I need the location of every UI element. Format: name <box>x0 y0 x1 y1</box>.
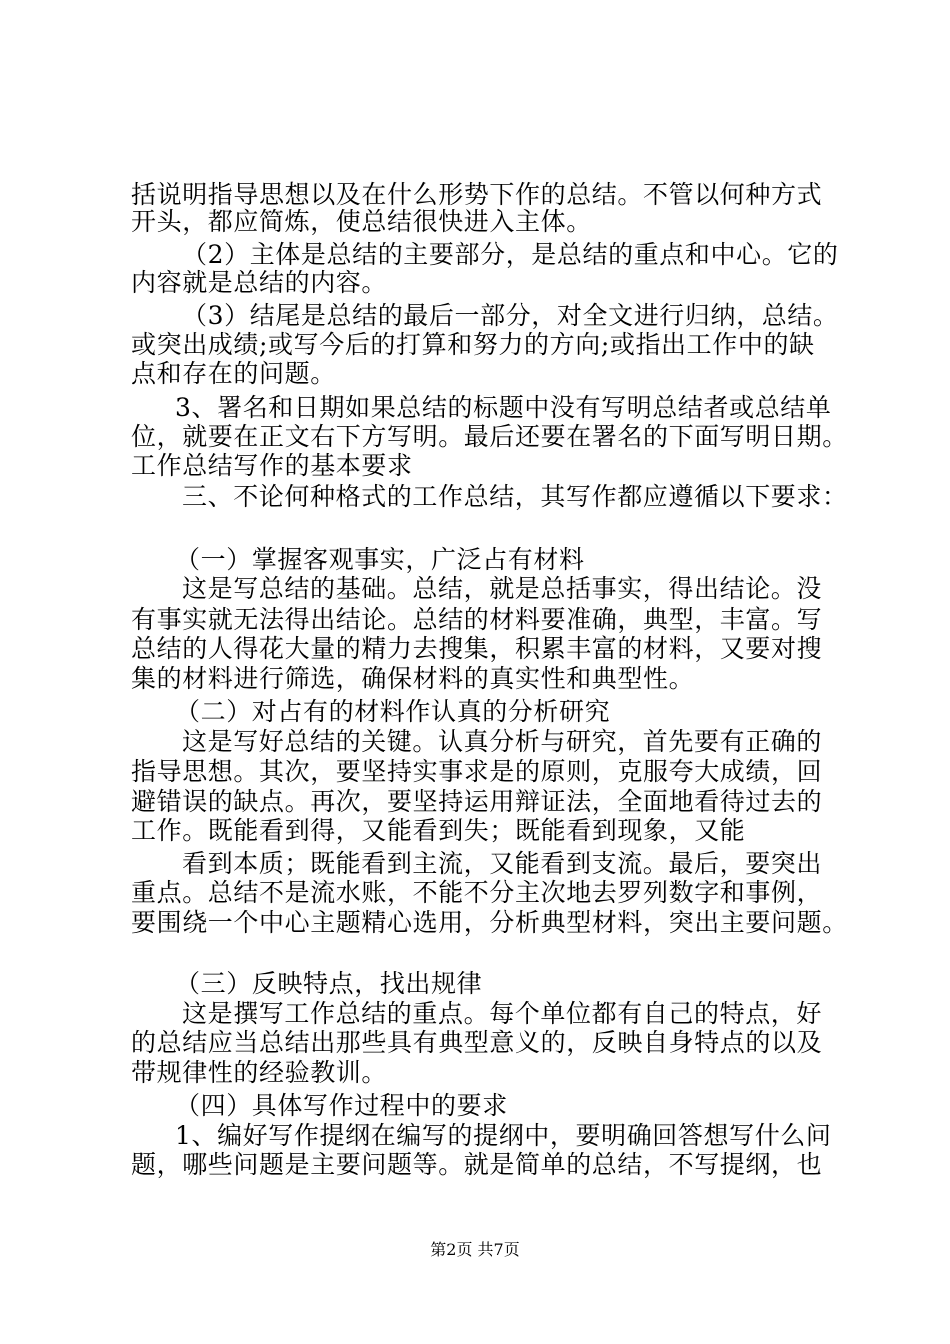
text-line: 这是撰写工作总结的重点。每个单位都有自己的特点，好 <box>182 999 823 1028</box>
text-line: 总结的人得花大量的精力去搜集，积累丰富的材料，又要对搜 <box>131 634 823 663</box>
text-line: 带规律性的经验教训。 <box>131 1058 388 1087</box>
subsection-heading: （四）具体写作过程中的要求 <box>175 1091 508 1120</box>
text-line: 的总结应当总结出那些具有典型意义的，反映自身特点的以及 <box>131 1028 823 1057</box>
section-heading: 工作总结写作的基本要求 <box>131 451 413 480</box>
subsection-heading: （一）掌握客观事实，广泛占有材料 <box>175 545 585 574</box>
text-line: 3、署名和日期如果总结的标题中没有写明总结者或总结单 <box>175 393 832 422</box>
text-line: 工作。既能看到得，又能看到失；既能看到现象，又能 <box>131 816 746 845</box>
text-line: 集的材料进行筛选，确保材料的真实性和典型性。 <box>131 664 695 693</box>
text-line: 要围绕一个中心主题精心选用，分析典型材料，突出主要问题。 <box>131 908 848 937</box>
text-line: 有事实就无法得出结论。总结的材料要准确，典型，丰富。写 <box>131 605 823 634</box>
text-line: 题，哪些问题是主要问题等。就是简单的总结，不写提纲，也 <box>131 1150 823 1179</box>
text-line: （3）结尾是总结的最后一部分，对全文进行归纳，总结。 <box>182 301 839 330</box>
text-line: 指导思想。其次，要坚持实事求是的原则，克服夸大成绩，回 <box>131 757 823 786</box>
subsection-heading: （三）反映特点，找出规律 <box>175 969 483 998</box>
text-line: 三、不论何种格式的工作总结，其写作都应遵循以下要求： <box>182 482 848 511</box>
text-line: 开头，都应简炼，使总结很快进入主体。 <box>131 207 592 236</box>
text-line: 内容就是总结的内容。 <box>131 268 388 297</box>
text-line: 避错误的缺点。再次，要坚持运用辩证法，全面地看待过去的 <box>131 787 823 816</box>
text-line: （2）主体是总结的主要部分，是总结的重点和中心。它的 <box>182 240 839 269</box>
subsection-heading: （二）对占有的材料作认真的分析研究 <box>175 697 611 726</box>
text-line: 看到本质；既能看到主流，又能看到支流。最后，要突出 <box>182 849 823 878</box>
text-line: 或突出成绩;或写今后的打算和努力的方向;或指出工作中的缺 <box>131 330 815 359</box>
text-line: 1、编好写作提纲在编写的提纲中，要明确回答想写什么问 <box>175 1121 832 1150</box>
text-line: 这是写好总结的关键。认真分析与研究，首先要有正确的 <box>182 727 823 756</box>
text-line: 括说明指导思想以及在什么形势下作的总结。不管以何种方式 <box>131 180 823 209</box>
page-number-footer: 第2页 共7页 <box>430 1240 520 1259</box>
text-line: 位，就要在正文右下方写明。最后还要在署名的下面写明日期。 <box>131 422 848 451</box>
text-line: 点和存在的问题。 <box>131 359 336 388</box>
text-line: 这是写总结的基础。总结，就是总括事实，得出结论。没 <box>182 574 823 603</box>
text-line: 重点。总结不是流水账，不能不分主次地去罗列数字和事例， <box>131 878 823 907</box>
